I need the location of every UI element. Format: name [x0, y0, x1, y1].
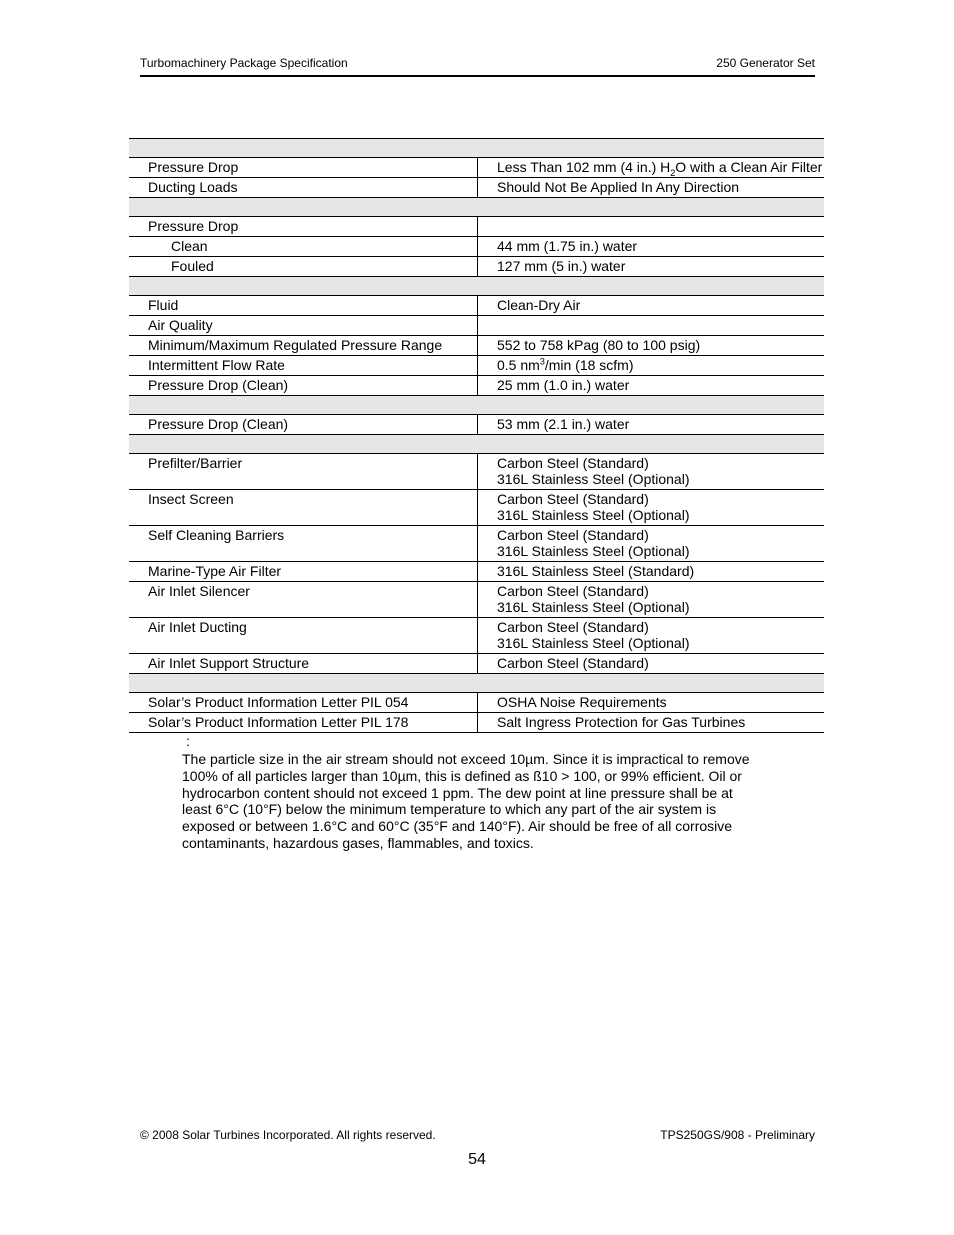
row-value: Carbon Steel (Standard) 316L Stainless Steel (Optional)	[478, 454, 825, 490]
table-row	[129, 356, 824, 376]
table-row	[129, 693, 824, 713]
row-value: 25 mm (1.0 in.) water	[478, 376, 825, 396]
row-label: Pressure Drop	[129, 158, 478, 178]
row-value: Carbon Steel (Standard) 316L Stainless Steel (Optional)	[478, 582, 825, 618]
row-label: Marine-Type Air Filter	[129, 562, 478, 582]
table-row	[129, 257, 824, 277]
table-row	[129, 562, 824, 582]
table-row	[129, 713, 824, 733]
table-row	[129, 415, 824, 435]
table-row	[129, 526, 824, 562]
row-value	[478, 316, 825, 336]
table-row	[129, 618, 824, 654]
row-value: 552 to 758 kPag (80 to 100 psig)	[478, 336, 825, 356]
header-document-title: Turbomachinery Package Specification	[140, 56, 348, 70]
row-label: Air Inlet Silencer	[129, 582, 478, 618]
row-label: Ducting Loads	[129, 178, 478, 198]
row-label: Clean	[129, 237, 478, 257]
row-value: Should Not Be Applied In Any Direction	[478, 178, 825, 198]
table-section-row	[129, 396, 824, 415]
table-row	[129, 490, 824, 526]
header-product-name: 250 Generator Set	[716, 56, 815, 70]
table-section-row	[129, 674, 824, 693]
table-row	[129, 654, 824, 674]
row-label: Air Inlet Support Structure	[129, 654, 478, 674]
footer-copyright: © 2008 Solar Turbines Incorporated. All rights reserved.	[140, 1128, 436, 1142]
row-label: Prefilter/Barrier	[129, 454, 478, 490]
row-value: 316L Stainless Steel (Standard)	[478, 562, 825, 582]
row-label: Self Cleaning Barriers	[129, 526, 478, 562]
table-row	[129, 582, 824, 618]
row-label: Air Quality	[129, 316, 478, 336]
row-value: Carbon Steel (Standard) 316L Stainless Steel (Optional)	[478, 526, 825, 562]
row-label: Fouled	[129, 257, 478, 277]
row-label: Solar’s Product Information Letter PIL 178	[129, 713, 478, 733]
table-section-row	[129, 198, 824, 217]
row-label: Minimum/Maximum Regulated Pressure Range	[129, 336, 478, 356]
table-section-row	[129, 139, 824, 158]
footer-document-id: TPS250GS/908 - Preliminary	[660, 1128, 815, 1142]
table-row	[129, 178, 824, 198]
row-value: Carbon Steel (Standard) 316L Stainless Steel (Optional)	[478, 618, 825, 654]
row-label: Pressure Drop (Clean)	[129, 376, 478, 396]
row-label: Solar’s Product Information Letter PIL 054	[129, 693, 478, 713]
row-value: Clean-Dry Air	[478, 296, 825, 316]
row-label: Pressure Drop (Clean)	[129, 415, 478, 435]
table-row	[129, 336, 824, 356]
table-section-row	[129, 435, 824, 454]
row-label: Insect Screen	[129, 490, 478, 526]
row-value	[478, 217, 825, 237]
row-value: Salt Ingress Protection for Gas Turbines	[478, 713, 825, 733]
page-number: 54	[468, 1151, 486, 1168]
note-colon: :	[186, 733, 190, 749]
row-value: 0.5 $nm^3/\min$ (18 scfm)	[478, 356, 825, 376]
table-row	[129, 454, 824, 490]
row-value: 44 mm (1.75 in.) water	[478, 237, 825, 257]
table-row	[129, 237, 824, 257]
row-value: 127 mm (5 in.) water	[478, 257, 825, 277]
row-label: Pressure Drop	[129, 217, 478, 237]
row-value: 53 mm (2.1 in.) water	[478, 415, 825, 435]
row-value: OSHA Noise Requirements	[478, 693, 825, 713]
table-section-row	[129, 277, 824, 296]
page-header	[140, 55, 815, 77]
row-label: Air Inlet Ducting	[129, 618, 478, 654]
air-quality-note: The particle size in the air stream should not exceed 10µm. Since it is impractical to remove 100% of all particles larger than 10µm, this is defined as ß10 > 100, or 99% efficient. Oil or hydrocarbon content should not exceed 1 ppm. The dew point at line pressure shall be at least 6°C (10°F) below the minimum temperature to which any part of the air system is exposed or between 1.6°C and 60°C (35°F and 140°F). Air should be free of all corrosive contaminants, hazardous gases, flammables, and toxics.	[182, 751, 750, 851]
row-value: Carbon Steel (Standard) 316L Stainless Steel (Optional)	[478, 490, 825, 526]
table-row	[129, 158, 824, 178]
row-label: Fluid	[129, 296, 478, 316]
spec-table	[129, 138, 824, 733]
table-row	[129, 376, 824, 396]
row-label: Intermittent Flow Rate	[129, 356, 478, 376]
table-row	[129, 296, 824, 316]
table-row	[129, 316, 824, 336]
table-row	[129, 217, 824, 237]
row-value: Less Than 102 mm (4 in.) $H_2O$ with a Clean Air Filter	[478, 158, 825, 178]
row-value: Carbon Steel (Standard)	[478, 654, 825, 674]
